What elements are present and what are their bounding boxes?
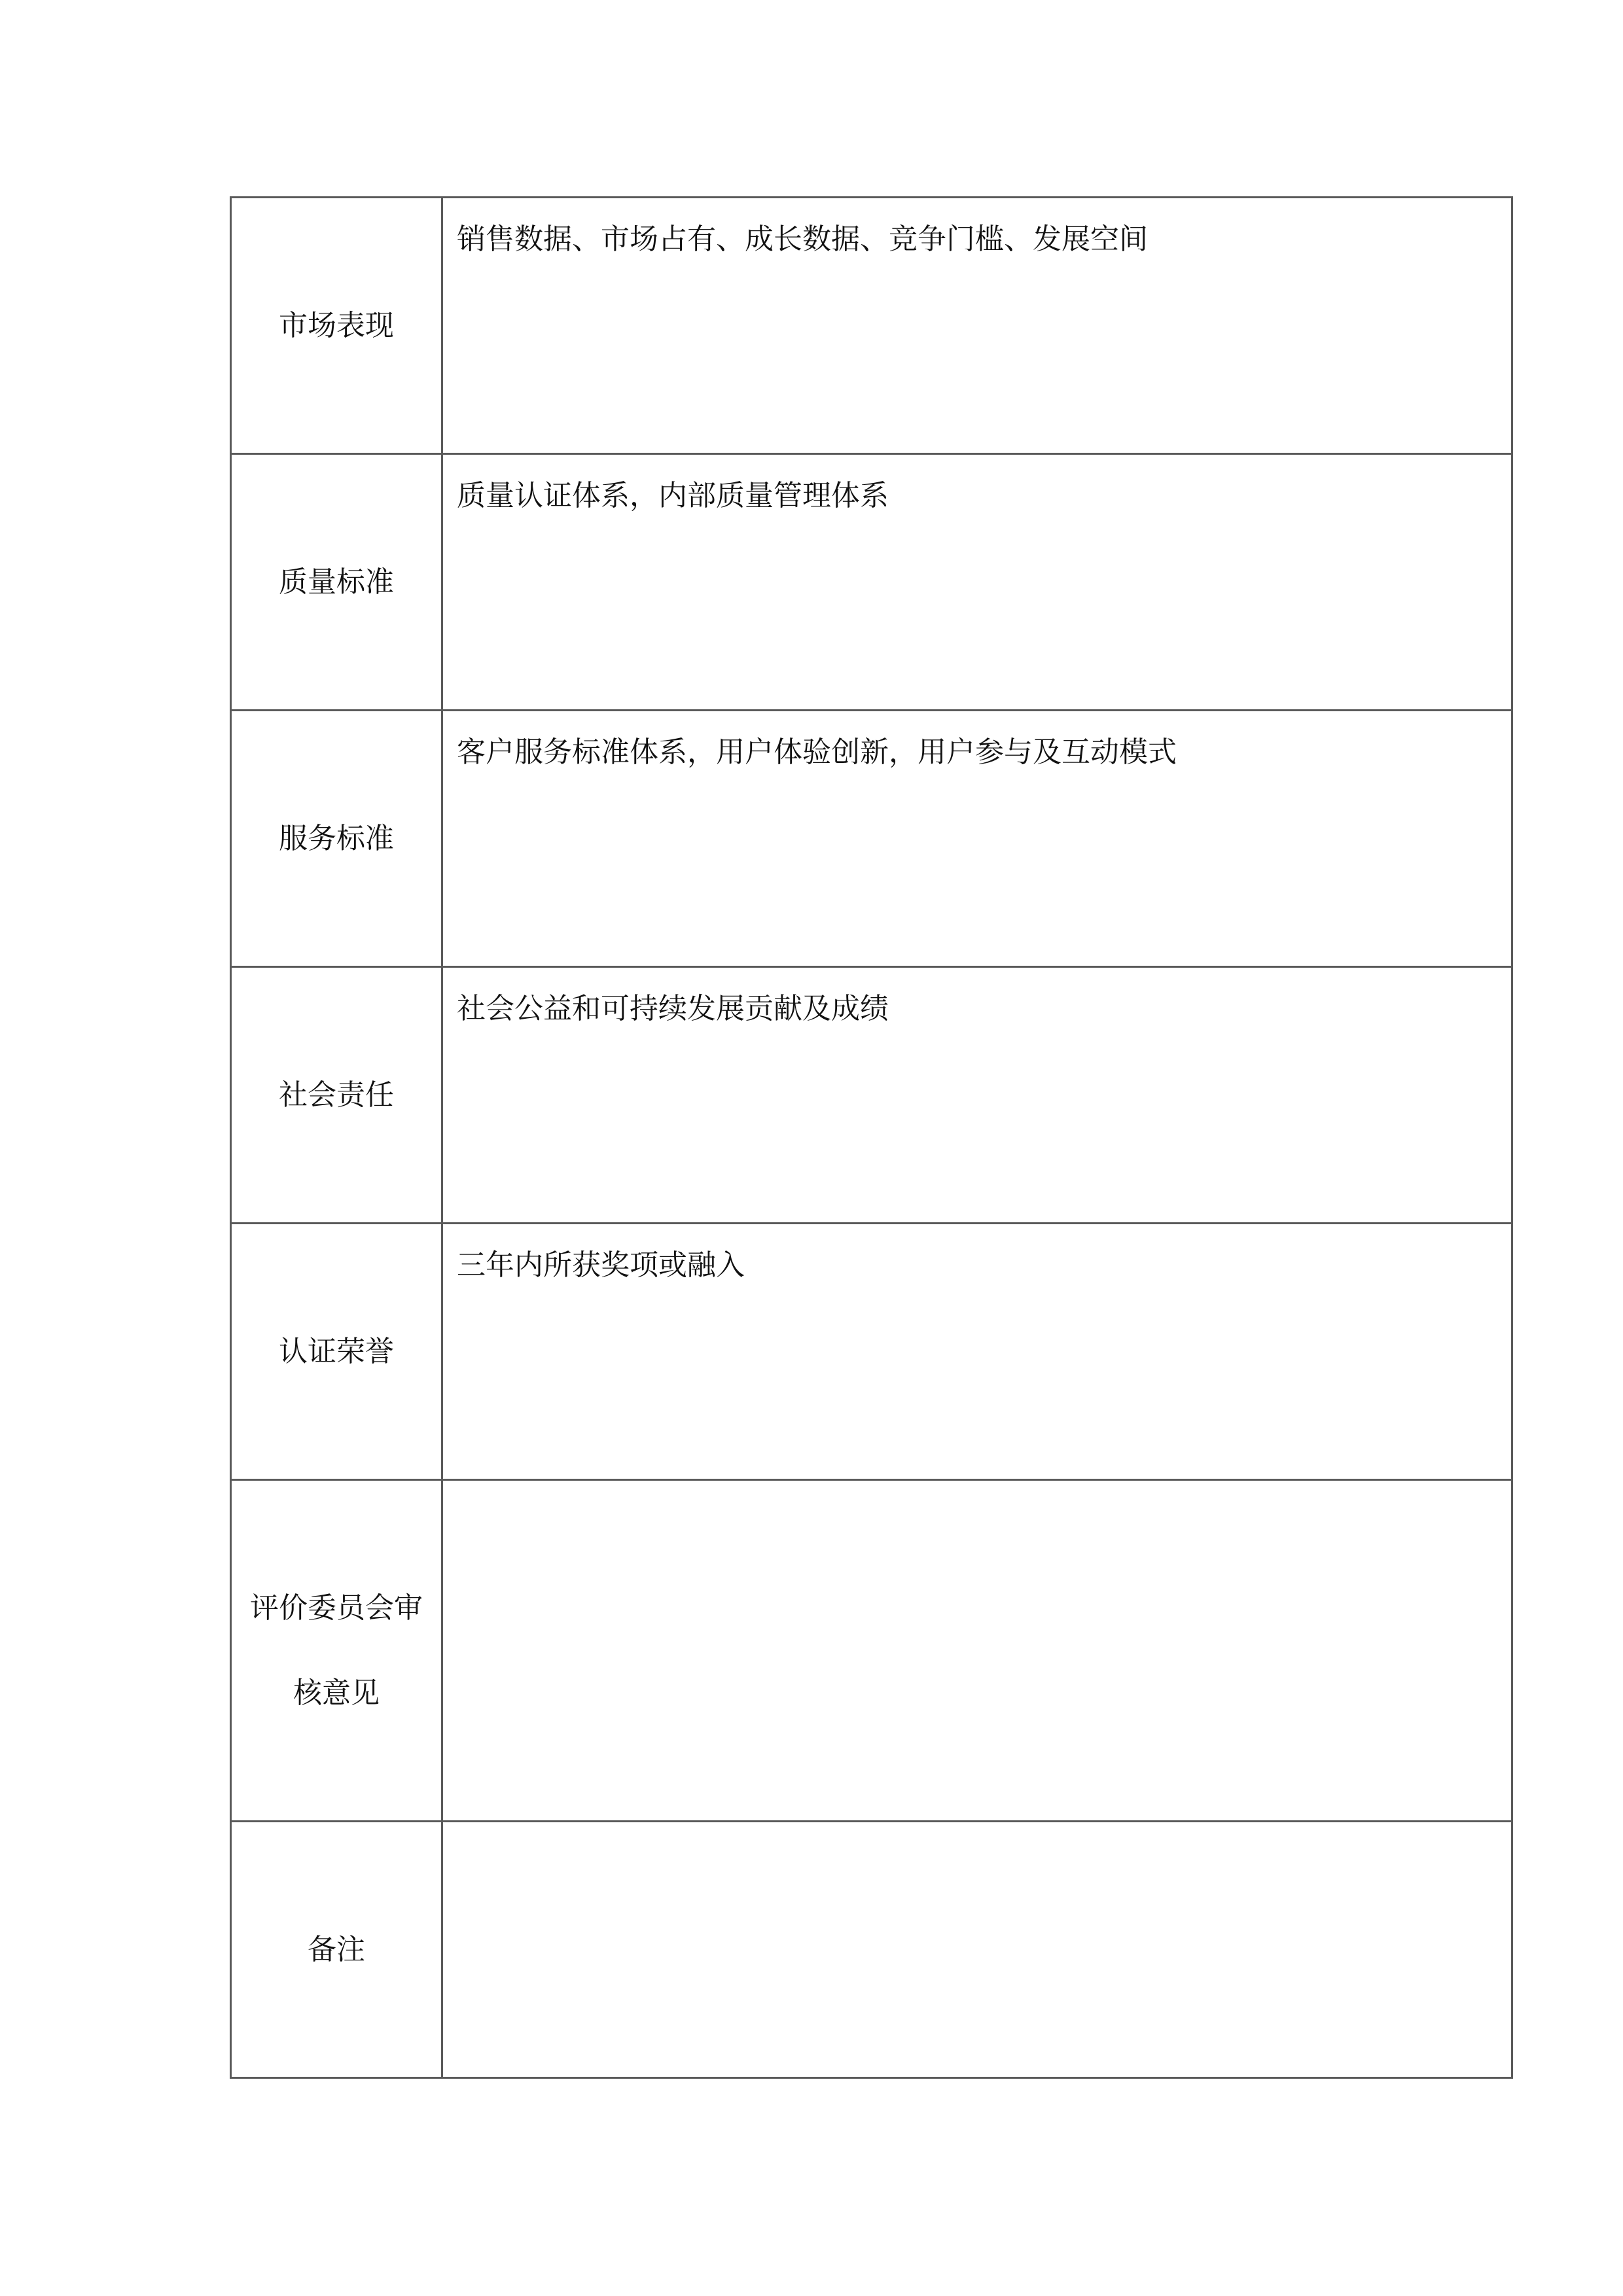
row-content-cell[interactable] bbox=[442, 1822, 1512, 2078]
row-label-cell bbox=[231, 1224, 442, 1480]
row-label-cell bbox=[231, 454, 442, 711]
row-label-line-2: 核意见 bbox=[293, 1676, 380, 1710]
row-content: 社会公益和可持续发展贡献及成绩 bbox=[457, 992, 889, 1025]
row-label-cell bbox=[231, 967, 442, 1224]
row-label: 市场表现 bbox=[279, 308, 394, 342]
row-label: 服务标准 bbox=[279, 821, 394, 855]
table-row-certification-honors bbox=[231, 1224, 1512, 1480]
row-label-cell bbox=[231, 1822, 442, 2078]
table-row-service-standard bbox=[231, 711, 1512, 967]
table-row-committee-review bbox=[231, 1480, 1512, 1822]
row-content-cell[interactable] bbox=[442, 198, 1512, 454]
row-label: 社会责任 bbox=[279, 1078, 394, 1112]
row-content: 三年内所获奖项或融入 bbox=[457, 1248, 745, 1282]
row-label-cell bbox=[231, 1480, 442, 1822]
row-label-cell bbox=[231, 198, 442, 454]
row-content-cell[interactable] bbox=[442, 1480, 1512, 1822]
row-label: 质量标准 bbox=[279, 565, 394, 599]
row-content: 销售数据、市场占有、成长数据、竞争门槛、发展空间 bbox=[457, 222, 1148, 256]
row-label-line-1: 评价委员会审 bbox=[250, 1591, 423, 1625]
row-label-cell bbox=[231, 711, 442, 967]
row-content: 客户服务标准体系，用户体验创新，用户参与及互动模式 bbox=[457, 735, 1177, 769]
table-row-market-performance bbox=[231, 198, 1512, 454]
row-content-cell[interactable] bbox=[442, 454, 1512, 711]
table-row-social-responsibility bbox=[231, 967, 1512, 1224]
row-content: 质量认证体系，内部质量管理体系 bbox=[457, 479, 889, 512]
row-content-cell[interactable] bbox=[442, 1224, 1512, 1480]
row-label: 备注 bbox=[308, 1932, 365, 1966]
row-label: 认证荣誉 bbox=[279, 1334, 394, 1368]
table-row-quality-standard bbox=[231, 454, 1512, 711]
row-content-cell[interactable] bbox=[442, 967, 1512, 1224]
evaluation-form-table bbox=[230, 196, 1513, 2079]
table-row-remarks bbox=[231, 1822, 1512, 2078]
row-content-cell[interactable] bbox=[442, 711, 1512, 967]
